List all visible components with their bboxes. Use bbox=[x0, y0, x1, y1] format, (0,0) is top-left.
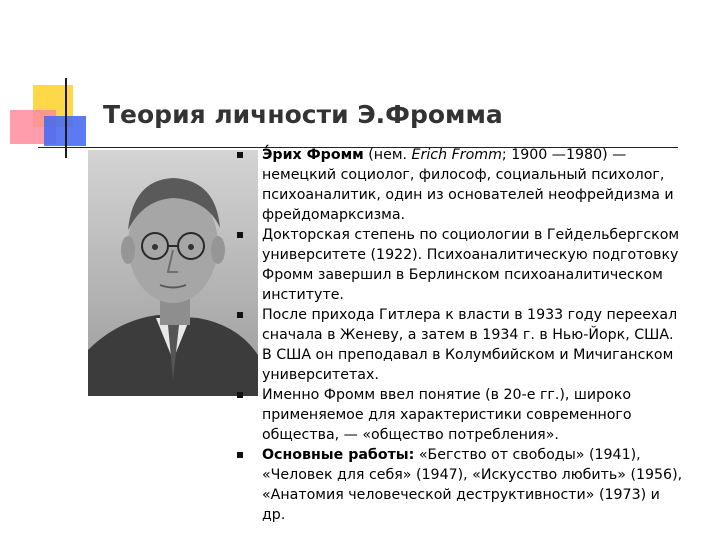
bullet-square-icon bbox=[237, 232, 243, 238]
bullet-text: Докторская степень по социологии в Гейдельбергском университете (1922). Психоаналитическую подготовку Фромм завершил в Берлинском психоаналитическом институте. bbox=[262, 227, 680, 303]
bullet-text: Именно Фромм ввел понятие (в 20-е гг.), широко применяемое для характеристики современного общества, — «общество потребления». bbox=[262, 387, 632, 443]
bullet-text: (нем. bbox=[363, 147, 412, 163]
bullet-square-icon bbox=[237, 392, 243, 398]
list-item bbox=[237, 225, 685, 305]
name-german-italic: Erich Fromm bbox=[411, 147, 502, 163]
bullet-square-icon bbox=[237, 312, 243, 318]
slide-title: Теория личности Э.Фромма bbox=[103, 100, 503, 129]
biography-list bbox=[237, 145, 685, 525]
portrait-photo-icon bbox=[88, 150, 258, 396]
bullet-square-icon bbox=[237, 452, 243, 458]
list-item bbox=[237, 305, 685, 385]
name-bold: Э́рих Фромм bbox=[262, 147, 364, 163]
decor-vertical-line bbox=[65, 78, 67, 158]
list-item bbox=[237, 445, 685, 525]
list-item bbox=[237, 145, 685, 225]
list-item bbox=[237, 385, 685, 445]
bullet-text: «Бегство от свободы» (1941), «Человек для себя» (1947), «Искусство любить» (1956), «Анатомия человеческой деструктивности» (1973) и др. bbox=[262, 447, 683, 523]
bullet-square-icon bbox=[237, 152, 243, 158]
portrait-photo bbox=[88, 150, 258, 396]
bullet-text: ; 1900 —1980) — немецкий социолог, философ, социальный психолог, психоаналитик, один из основателей неофрейдизма и фрейдомарксизма. bbox=[262, 147, 674, 223]
works-label-bold: Основные работы: bbox=[262, 447, 415, 463]
bullet-text: После прихода Гитлера к власти в 1933 году переехал сначала в Женеву, а затем в 1934 г. в Нью-Йорк, США. В США он преподавал в Колумбийском и Мичиганском университетах. bbox=[262, 307, 678, 383]
